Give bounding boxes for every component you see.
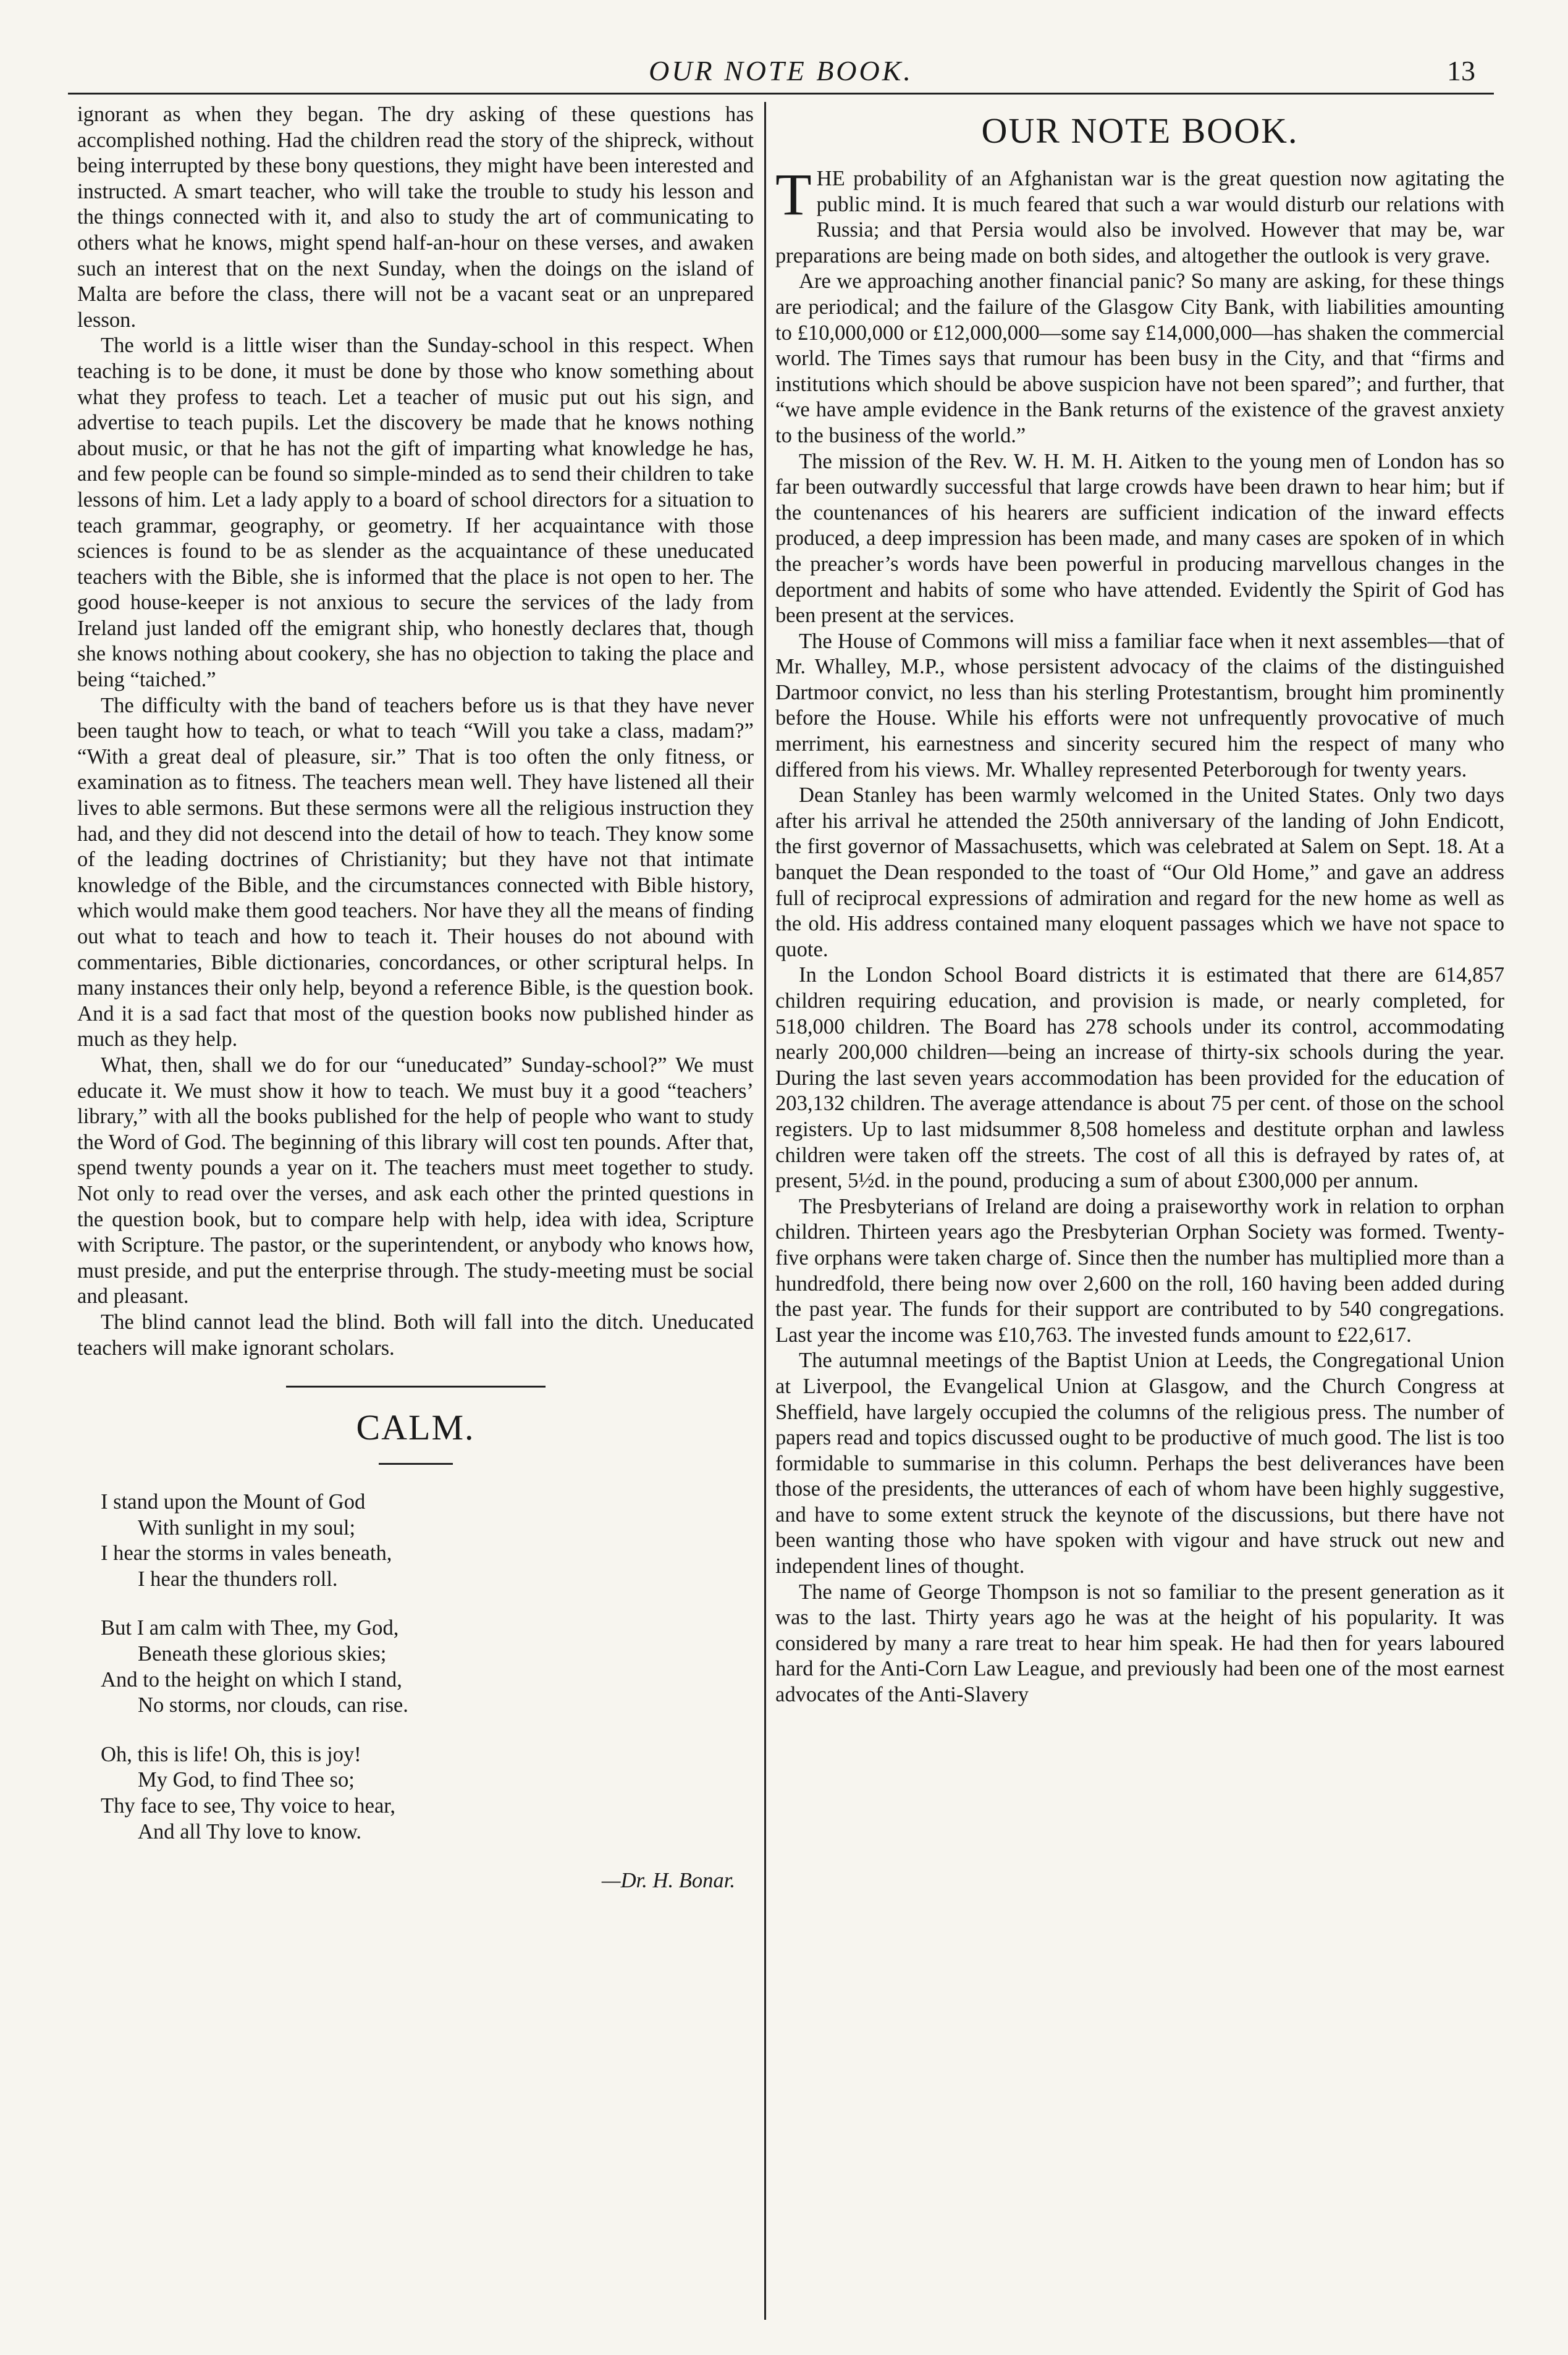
- article-paragraph: Are we approaching another financial panic? So many are asking, for these things are periodical; and the failure of the Glasgow City Bank, with liabilities amounting to £10,000,000 or £12,000,000—some say £14,000,000—has shaken the commercial world. The Times says that rumour has been busy in the City, and that “firms and institutions which should be above suspicion have not been spared”; and further, that “we have ample evidence in the Bank returns of the existence of the gravest anxiety to the business of the world.”: [775, 269, 1504, 447]
- article-paragraph: ignorant as when they began. The dry asking of these questions has accomplished nothing. Had the children read the story of the shipreck, without being interrupted by these bony questions, they might have been interested and instructed. A smart teacher, who will take the trouble to study his lesson and the things connected with it, and also to study the art of communicating to others what he knows, might spend half-an-hour on these verses, and awaken such an interest that on the next Sunday, when the doings on the island of Malta are before the class, there will not be a vacant seat or an unprepared lesson.: [77, 103, 754, 332]
- poem-line: Thy face to see, Thy voice to hear,: [101, 1794, 396, 1818]
- poem-stanza: [101, 1616, 754, 1718]
- running-head-title: OUR NOTE BOOK.: [649, 55, 913, 86]
- poem-line: Oh, this is life! Oh, this is joy!: [101, 1742, 361, 1766]
- poem-title: CALM.: [356, 1407, 475, 1448]
- poem-line: Beneath these glorious skies;: [138, 1642, 387, 1666]
- article-paragraph: The difficulty with the band of teachers before us is that they have never been taught how to teach, or what to teach “Will you take a class, madam?” “With a great deal of pleasure, sir.” That is too often the only fitness, or examination as to fitness. The teachers mean well. They have listened all their lives to able sermons. But these sermons were all the religious instruction they had, and they did not descend into the detail of how to teach. They know some of the leading doctrines of Christianity; but they have not that intimate knowledge of the Bible, and the circumstances connected with Bible history, which would make them good teachers. Nor have they all the means of finding out what to teach and how to teach it. Their houses do not abound with commentaries, Bible dictionaries, concordances, or other scriptural helps. In many instances their only help, beyond a reference Bible, is the question book. And it is a sad fact that most of the question books now published hinder as much as they help.: [77, 693, 754, 1051]
- page-number: 13: [1447, 55, 1475, 86]
- poem-line: With sunlight in my soul;: [138, 1515, 356, 1540]
- poem-author: —Dr. H. Bonar.: [601, 1869, 735, 1893]
- section-divider: [286, 1386, 546, 1388]
- article-paragraph: The autumnal meetings of the Baptist Union at Leeds, the Congregational Union at Liverpool, the Evangelical Union at Glasgow, and the Church Congress at Sheffield, have largely occupied the columns of the religious press. The number of papers read and topics discussed ought to be productive of much good. The list is too formidable to summarise in this column. Perhaps the best deliverances have been those of the presidents, the utterances of each of whom have been highly suggestive, and have to some extent struck the keynote of the discussions, but there have not been wanting those who have spoken with vigour and have struck out new and independent lines of thought.: [775, 1349, 1504, 1578]
- poem-line: I hear the storms in vales beneath,: [101, 1541, 392, 1565]
- article-paragraph: The mission of the Rev. W. H. M. H. Aitken to the young men of London has so far been outwardly successful that large crowds have been drawn to hear him; but if the countenances of his hearers are sufficient indication of the inward effects produced, a deep impression has been made, and many cases are spoken of in which the preacher’s words have been powerful in producing marvellous changes in the deportment and habits of some who have attended. Evidently the Spirit of God has been present at the services.: [775, 449, 1504, 628]
- poem-line: I hear the thunders roll.: [138, 1567, 338, 1591]
- left-column: [77, 102, 754, 2320]
- article-paragraph: The Presbyterians of Ireland are doing a praiseworthy work in relation to orphan children. Thirteen years ago the Presbyterian Orphan Society was formed. Twenty-five orphans were taken charge of. Since then the number has multiplied more than a hundredfold, there being now over 2,600 on the roll, 160 having been added during the past year. The funds for their support are contributed to by 540 congregations. Last year the income was £10,763. The invested funds amount to £22,617.: [775, 1194, 1504, 1347]
- title-underline: [379, 1463, 453, 1465]
- poem-line: But I am calm with Thee, my God,: [101, 1616, 399, 1640]
- lead-paragraph-text: HE probability of an Afghanistan war is the great question now agitating the public mind. It is much feared that such a war would disturb our relations with Russia; and that Persia would also be involved. However that may be, war preparations are being made on both sides, and altogether the outlook is very grave.: [775, 167, 1504, 268]
- poem: [101, 1489, 754, 1894]
- drop-cap: T: [775, 161, 812, 227]
- article-paragraph: What, then, shall we do for our “uneducated” Sunday-school?” We must educate it. We must show it how to teach. We must buy it a good “teachers’ library,” with all the books published for the help of people who want to study the Word of God. The beginning of this library will cost ten pounds. After that, spend twenty pounds a year on it. The teachers must meet together to study. Not only to read over the verses, and ask each other the printed questions in the question book, but to compare help with help, idea with idea, Scripture with Scripture. The pastor, or the superintendent, or anybody who knows how, must preside, and put the enterprise through. The study-meeting must be social and pleasant.: [77, 1053, 754, 1308]
- running-head: [68, 49, 1494, 95]
- right-column: [775, 102, 1504, 2320]
- article-paragraph: Dean Stanley has been warmly welcomed in the United States. Only two days after his arrival he attended the 250th anniversary of the landing of John Endicott, the first governor of Massachusetts, which was celebrated at Salem on Sept. 18. At a banquet the Dean responded to the toast of “Our Old Home,” and gave an address full of reciprocal expressions of admiration and regard for the new home as well as the old. His address contained many eloquent passages which we have not space to quote.: [775, 783, 1504, 961]
- article-paragraph: The name of George Thompson is not so familiar to the present generation as it was to the last. Thirty years ago he was at the height of his popularity. It was considered by many a rare treat to hear him speak. He had then for years laboured hard for the Anti-Corn Law League, and previously had been one of the most earnest advocates of the Anti-Slavery: [775, 1580, 1504, 1707]
- poem-stanza: [101, 1742, 754, 1845]
- section-heading: OUR NOTE BOOK.: [981, 111, 1299, 151]
- poem-line: And all Thy love to know.: [138, 1819, 362, 1843]
- poem-line: My God, to find Thee so;: [138, 1768, 355, 1792]
- article-paragraph: The world is a little wiser than the Sunday-school in this respect. When teaching is to be done, it must be done by those who know something about what they profess to teach. Let a teacher of music put out his sign, and advertise to teach pupils. Let the discovery be made that he knows nothing about music, or that he has not the gift of imparting what knowledge he has, and few people can be found so simple-minded as to send their children to take lessons of him. Let a lady apply to a board of school directors for a situation to teach grammar, geography, or geometry. If her acquaintance with those sciences is found to be as slender as the acquaintance of these uneducated teachers with the Bible, she is informed that the place is not open to her. The good house-keeper is not anxious to secure the services of the lady from Ireland just landed off the emigrant ship, who honestly declares that, though she knows nothing about cookery, she has no objection to taking the place and being “taiched.”: [77, 334, 754, 692]
- lead-paragraph: [775, 161, 1504, 269]
- article-paragraph: The House of Commons will miss a familiar face when it next assembles—that of Mr. Whalley, M.P., whose persistent advocacy of the claims of the distinguished Dartmoor convict, no less than his sterling Protestantism, brought him prominently before the House. While his efforts were not unfrequently provocative of much merriment, his earnestness and sincerity secured him the respect of many who differed from his views. Mr. Whalley represented Peterborough for twenty years.: [775, 629, 1504, 781]
- poem-line: And to the height on which I stand,: [101, 1667, 402, 1691]
- article-paragraph: In the London School Board districts it is estimated that there are 614,857 children requiring education, and provision is made, or nearly completed, for 518,000 children. The Board has 278 schools under its control, accommodating nearly 200,000 children—being an increase of thirty-six schools during the year. During the last seven years accommodation has been provided for the education of 203,132 children. The average attendance is about 75 per cent. of those on the school registers. Up to last midsummer 8,508 homeless and destitute orphan and lawless children were taken off the streets. The cost of all this is defrayed by rates of, at present, 5½d. in the pound, producing a sum of about £300,000 per annum.: [775, 963, 1504, 1193]
- poem-stanza: [101, 1489, 754, 1592]
- poem-line: No storms, nor clouds, can rise.: [138, 1693, 408, 1717]
- article-paragraph: The blind cannot lead the blind. Both will fall into the ditch. Uneducated teachers will make ignorant scholars.: [77, 1310, 754, 1360]
- poem-line: I stand upon the Mount of God: [101, 1490, 366, 1514]
- column-divider: [764, 102, 766, 2320]
